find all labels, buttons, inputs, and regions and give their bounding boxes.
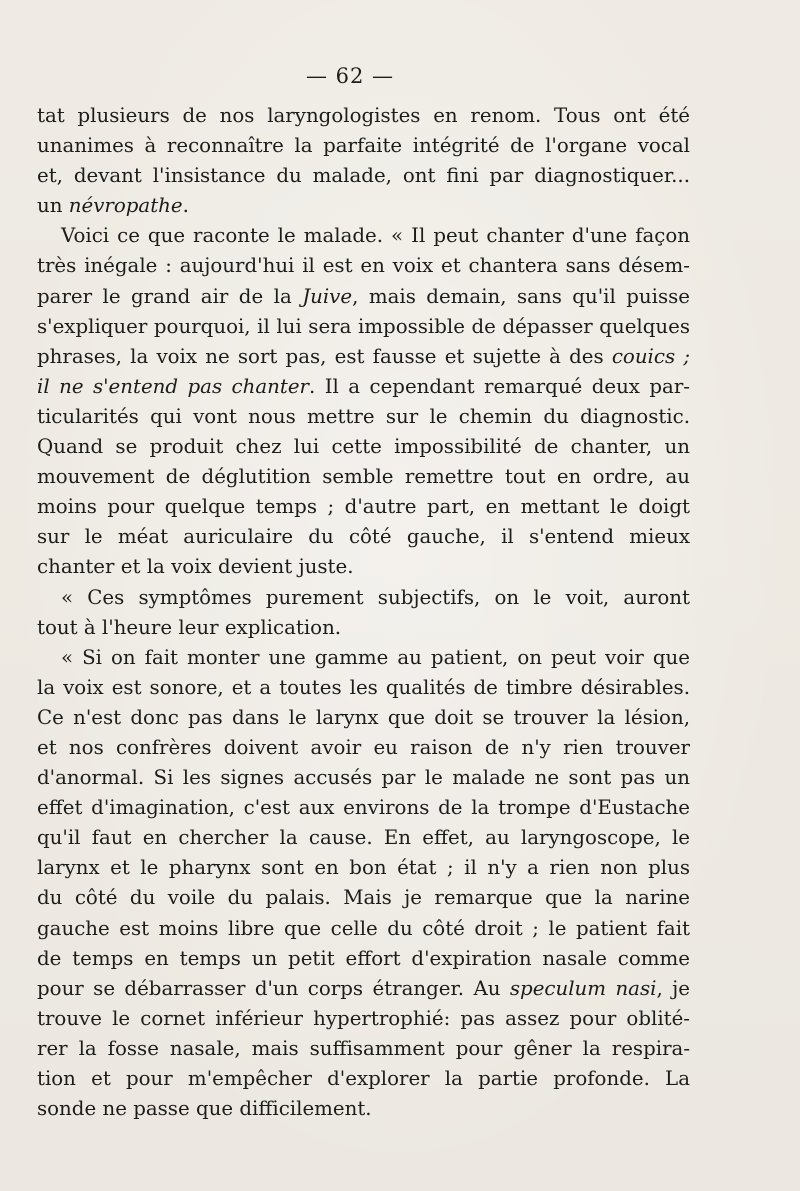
text-line — [37, 221, 690, 251]
text-segment: sonde ne passe que difficilement. — [37, 1097, 372, 1121]
text-segment: tat plusieurs de nos laryngologistes en renom. Tous ont été — [37, 104, 690, 127]
italic-text: il ne s'entend pas chanter — [37, 374, 309, 398]
text-segment: mouvement de déglutition semble remettre tout en ordre, au — [37, 465, 690, 489]
text-line — [37, 914, 690, 944]
text-segment: tout à l'heure leur explication. — [37, 615, 342, 639]
text-line — [37, 944, 690, 974]
text-line — [37, 1064, 690, 1094]
text-segment: trouve le cornet inférieur hypertrophié: pas assez pour oblité- — [37, 1006, 690, 1030]
text-segment: parer le grand air de la — [37, 284, 303, 308]
text-segment: gauche est moins libre que celle du côté droit ; le patient fait — [37, 916, 690, 940]
text-segment: très inégale : aujourd'hui il est en voix et chantera sans désem- — [37, 254, 690, 278]
text-segment: . Il a cependant remarqué deux par- — [309, 374, 690, 398]
text-segment: Ce n'est donc pas dans le larynx que doit se trouver la lésion, — [37, 705, 690, 729]
text-line — [37, 161, 690, 191]
text-segment: d'anormal. Si les signes accusés par le malade ne sont pas un — [37, 766, 690, 790]
italic-text: couics ; — [611, 344, 690, 368]
text-line — [37, 823, 690, 853]
text-line — [37, 492, 690, 522]
text-segment: larynx et le pharynx sont en bon état ; il n'y a rien non plus — [37, 856, 690, 880]
text-segment: s'expliquer pourquoi, il lui sera impossible de dépasser quelques — [37, 314, 690, 338]
text-line — [37, 883, 690, 913]
text-segment: « Si on fait monter une gamme au patient, on peut voir que — [61, 645, 690, 669]
text-line — [37, 432, 690, 462]
text-segment: moins pour quelque temps ; d'autre part, en mettant le doigt — [37, 495, 690, 519]
text-segment: du côté du voile du palais. Mais je remarque que la narine — [37, 886, 690, 910]
text-line — [37, 251, 690, 281]
italic-text: speculum nasi — [509, 976, 657, 1000]
text-line — [37, 763, 690, 793]
text-segment: la voix est sonore, et a toutes les qualités de timbre désirables. — [37, 675, 690, 699]
text-line — [37, 613, 690, 643]
italic-text: Juive — [302, 284, 353, 308]
text-segment: qu'il faut en chercher la cause. En effet, au laryngoscope, le — [37, 826, 690, 850]
text-segment: phrases, la voix ne sort pas, est fausse et sujette à des — [37, 344, 612, 368]
text-line — [37, 853, 690, 883]
text-segment: Quand se produit chez lui cette impossibilité de chanter, un — [37, 435, 690, 459]
text-line — [37, 101, 690, 131]
text-line — [37, 643, 690, 673]
text-line — [37, 402, 690, 432]
italic-text: névropathe — [68, 194, 183, 218]
text-segment: unanimes à reconnaître la parfaite intégrité de l'organe vocal — [37, 134, 690, 158]
text-line — [37, 1004, 690, 1034]
text-segment: Voici ce que raconte le malade. « Il peut chanter d'une façon — [61, 224, 690, 248]
text-segment: , mais demain, sans qu'il puisse — [352, 284, 690, 308]
text-line — [37, 673, 690, 703]
text-line — [37, 312, 690, 342]
text-line — [37, 342, 690, 372]
text-segment: sur le méat auriculaire du côté gauche, il s'entend mieux — [37, 525, 690, 549]
text-segment: et nos confrères doivent avoir eu raison de n'y rien trouver — [37, 735, 690, 759]
text-line — [37, 583, 690, 613]
text-segment: rer la fosse nasale, mais suffisamment pour gêner la respira- — [37, 1036, 690, 1060]
page-number: — 62 — — [305, 64, 395, 88]
text-line — [37, 372, 690, 402]
body-text — [37, 101, 690, 1124]
text-segment: chanter et la voix devient juste. — [37, 555, 354, 579]
text-segment: un — [37, 194, 69, 218]
text-segment: pour se débarrasser d'un corps étranger. Au — [37, 976, 510, 1000]
text-line — [37, 191, 690, 221]
text-line — [37, 1034, 690, 1064]
text-segment: « Ces symptômes purement subjectifs, on le voit, auront — [61, 585, 690, 609]
text-line — [37, 522, 690, 552]
text-segment: ticularités qui vont nous mettre sur le chemin du diagnostic. — [37, 404, 690, 428]
text-line — [37, 703, 690, 733]
text-segment: , je — [656, 976, 690, 1000]
text-line — [37, 793, 690, 823]
text-line — [37, 282, 690, 312]
text-line — [37, 462, 690, 492]
text-line — [37, 1094, 690, 1124]
text-segment: de temps en temps un petit effort d'expiration nasale comme — [37, 946, 690, 970]
text-segment: effet d'imagination, c'est aux environs de la trompe d'Eustache — [37, 796, 690, 820]
text-segment: tion et pour m'empêcher d'explorer la partie profonde. La — [37, 1067, 690, 1090]
text-line — [37, 733, 690, 763]
text-segment: et, devant l'insistance du malade, ont fini par diagnostiquer... — [37, 164, 690, 188]
text-segment: . — [182, 194, 189, 218]
text-line — [37, 552, 690, 582]
text-line — [37, 974, 690, 1004]
text-line — [37, 131, 690, 161]
